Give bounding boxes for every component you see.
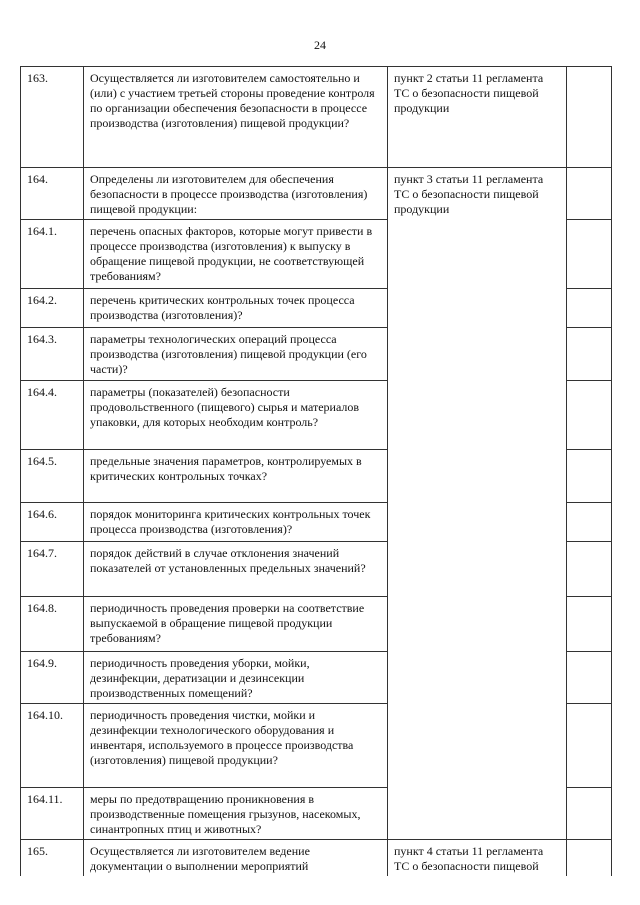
mark-cell[interactable] [567,652,612,704]
item-number: 164.4. [21,381,84,450]
question-text: Определены ли изготовителем для обеспечения безопасности в процессе производства (изготовления) пищевой продукции: [84,168,388,220]
item-number: 164. [21,168,84,220]
question-text: меры по предотвращению проникновения в производственные помещения грызунов, насекомых, синантропных птиц и животных? [84,788,388,840]
mark-cell[interactable] [567,381,612,450]
regulation-reference: пункт 4 статьи 11 регламента ТС о безопасности пищевой [388,840,567,877]
item-number: 164.5. [21,450,84,503]
mark-cell[interactable] [567,704,612,788]
item-number: 164.8. [21,597,84,652]
mark-cell[interactable] [567,328,612,381]
item-number: 164.9. [21,652,84,704]
question-text: периодичность проведения чистки, мойки и дезинфекции технологического оборудования и инвентаря, используемого в процессе производства (изготовления) пищевой продукции? [84,704,388,788]
item-number: 164.3. [21,328,84,381]
item-number: 164.6. [21,503,84,542]
question-text: параметры (показателей) безопасности продовольственного (пищевого) сырья и материалов упаковки, для которых необходим контроль? [84,381,388,450]
question-text: периодичность проведения уборки, мойки, дезинфекции, дератизации и дезинсекции производственных помещений? [84,652,388,704]
checklist-table [20,66,612,876]
table-row [21,168,612,220]
mark-cell[interactable] [567,67,612,168]
item-number: 164.10. [21,704,84,788]
regulation-reference: пункт 2 статьи 11 регламента ТС о безопасности пищевой продукции [388,67,567,168]
page-number: 24 [314,38,326,52]
item-number: 164.7. [21,542,84,597]
mark-cell[interactable] [567,597,612,652]
item-number: 165. [21,840,84,877]
mark-cell[interactable] [567,289,612,328]
question-text: Осуществляется ли изготовителем самостоятельно и (или) с участием третьей стороны проведение контроля по организации обеспечения безопасности в процессе производства (изготовления) пищевой продукции? [84,67,388,168]
question-text: порядок действий в случае отклонения значений показателей от установленных предельных значений? [84,542,388,597]
mark-cell[interactable] [567,840,612,877]
mark-cell[interactable] [567,788,612,840]
question-text: параметры технологических операций процесса производства (изготовления) пищевой продукции (его части)? [84,328,388,381]
item-number: 164.2. [21,289,84,328]
table-row [21,67,612,168]
mark-cell[interactable] [567,168,612,220]
question-text: порядок мониторинга критических контрольных точек процесса производства (изготовления)? [84,503,388,542]
question-text: периодичность проведения проверки на соответствие выпускаемой в обращение пищевой продукции требованиям? [84,597,388,652]
mark-cell[interactable] [567,542,612,597]
question-text: Осуществляется ли изготовителем ведение документации о выполнении мероприятий [84,840,388,877]
item-number: 164.11. [21,788,84,840]
table-row [21,840,612,877]
regulation-reference: пункт 3 статьи 11 регламента ТС о безопасности пищевой продукции [388,168,567,840]
question-text: предельные значения параметров, контролируемых в критических контрольных точках? [84,450,388,503]
mark-cell[interactable] [567,503,612,542]
mark-cell[interactable] [567,450,612,503]
question-text: перечень опасных факторов, которые могут привести в процессе производства (изготовления) к выпуску в обращение пищевой продукции, не соответствующей требованиям? [84,220,388,289]
item-number: 164.1. [21,220,84,289]
mark-cell[interactable] [567,220,612,289]
question-text: перечень критических контрольных точек процесса производства (изготовления)? [84,289,388,328]
item-number: 163. [21,67,84,168]
